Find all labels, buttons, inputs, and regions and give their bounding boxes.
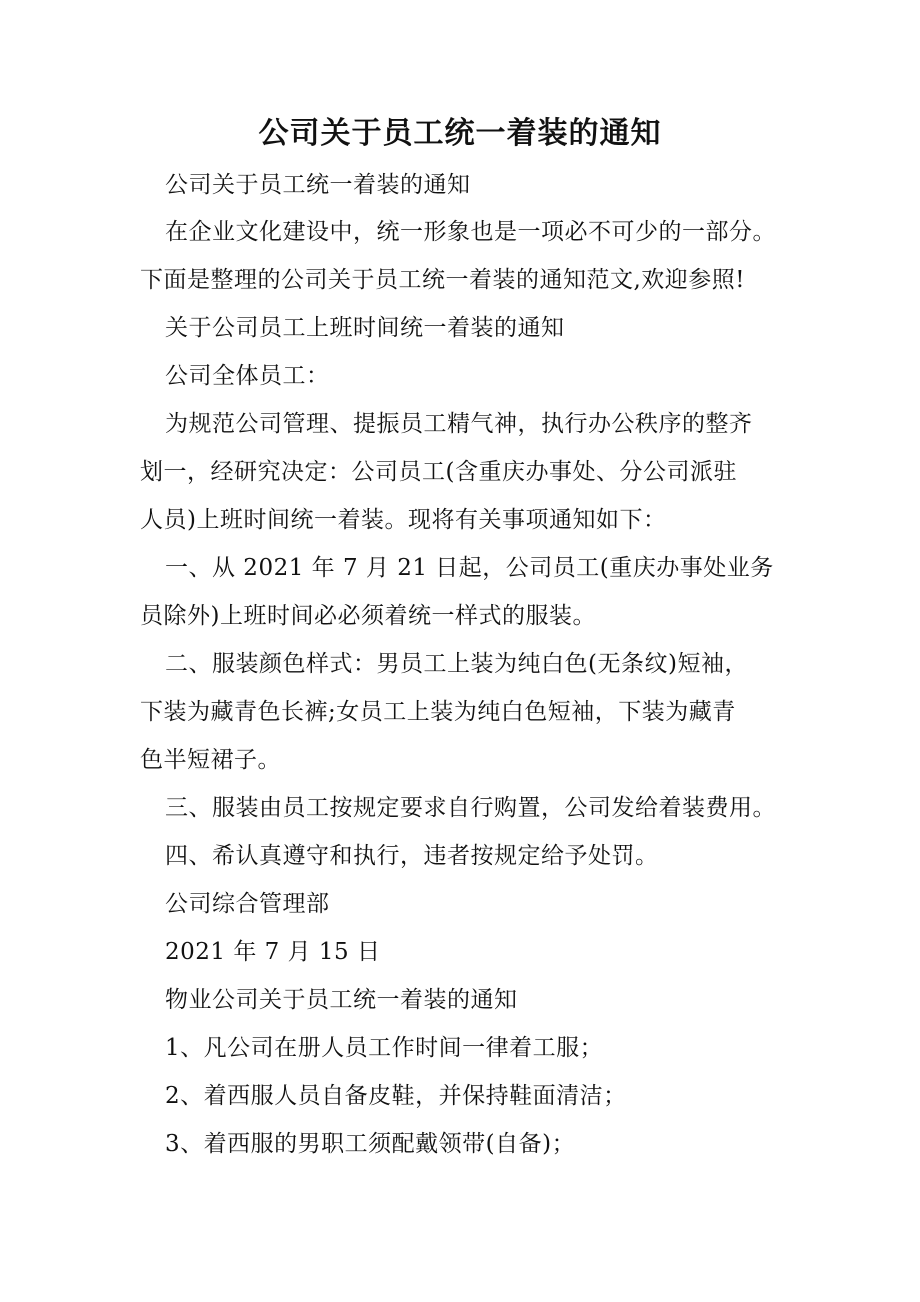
paragraph-intro-line-2: 下面是整理的公司关于员工统一着装的通知范文,欢迎参照! xyxy=(140,267,746,293)
paragraph-second-heading: 物业公司关于员工统一着装的通知 xyxy=(165,987,518,1013)
paragraph-rule-2: 2、着西服人员自备皮鞋，并保持鞋面清洁； xyxy=(165,1083,627,1109)
paragraph-item-4: 四、希认真遵守和执行，违者按规定给予处罚。 xyxy=(165,843,659,869)
paragraph-item-3: 三、服装由员工按规定要求自行购置，公司发给着装费用。 xyxy=(165,795,776,821)
paragraph-item-2-line-1: 二、服装颜色样式：男员工上装为纯白色(无条纹)短袖， xyxy=(165,651,748,677)
paragraph-salutation: 公司全体员工： xyxy=(165,363,330,389)
paragraph-subtitle: 公司关于员工统一着装的通知 xyxy=(165,172,471,198)
paragraph-intro-line-1: 在企业文化建设中，统一形象也是一项必不可少的一部分。 xyxy=(165,219,776,245)
paragraph-notice-heading: 关于公司员工上班时间统一着装的通知 xyxy=(165,315,565,341)
paragraph-purpose-line-1: 为规范公司管理、提振员工精气神，执行办公秩序的整齐 xyxy=(165,411,753,437)
paragraph-rule-3: 3、着西服的男职工须配戴领带(自备)； xyxy=(165,1131,576,1157)
paragraph-item-2-line-3: 色半短裙子。 xyxy=(140,747,281,773)
paragraph-purpose-line-2: 划一，经研究决定：公司员工(含重庆办事处、分公司派驻 xyxy=(140,459,737,485)
paragraph-purpose-line-3: 人员)上班时间统一着装。现将有关事项通知如下： xyxy=(140,507,667,533)
paragraph-rule-1: 1、凡公司在册人员工作时间一律着工服； xyxy=(165,1035,604,1061)
paragraph-date: 2021 年 7 月 15 日 xyxy=(165,939,381,965)
paragraph-item-1-line-2: 员除外)上班时间必必须着统一样式的服装。 xyxy=(140,603,596,629)
paragraph-item-2-line-2: 下装为藏青色长裤;女员工上装为纯白色短袖，下装为藏青 xyxy=(140,699,736,725)
document-title: 公司关于员工统一着装的通知 xyxy=(258,116,662,151)
paragraph-signature: 公司综合管理部 xyxy=(165,891,330,917)
paragraph-item-1-line-1: 一、从 2021 年 7 月 21 日起，公司员工(重庆办事处业务 xyxy=(165,555,774,581)
